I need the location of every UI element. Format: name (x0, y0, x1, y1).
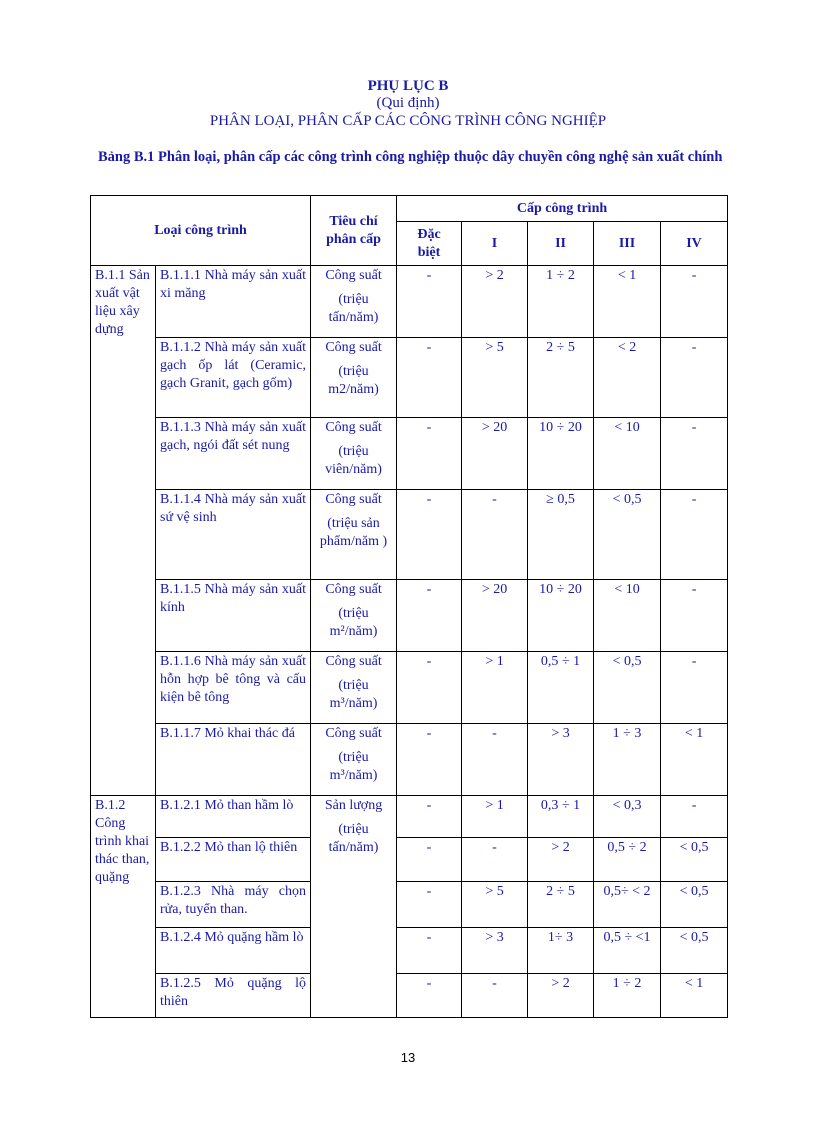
value-cell: 0,5 ÷ <1 (594, 928, 661, 974)
value-cell: > 5 (462, 338, 528, 418)
value-cell: 10 ÷ 20 (528, 580, 594, 652)
table-row (91, 338, 728, 418)
table-row (91, 796, 728, 838)
item-name: B.1.1.1 Nhà máy sản xuất xi măng (156, 266, 311, 338)
value-cell: > 2 (528, 974, 594, 1018)
value-cell: > 2 (528, 838, 594, 882)
value-cell: 1 ÷ 2 (594, 974, 661, 1018)
criteria-cell: Công suất (triệu m³/năm) (311, 724, 397, 796)
criteria-cell: Công suất (triệu tấn/năm) (311, 266, 397, 338)
group-code: B.1.2 Công trình khai thác than, quặng (91, 796, 156, 1018)
value-cell: 1÷ 3 (528, 928, 594, 974)
value-cell: - (462, 974, 528, 1018)
table-row (91, 580, 728, 652)
value-cell: - (397, 338, 462, 418)
table-row (91, 490, 728, 580)
table-row (91, 652, 728, 724)
value-cell: - (661, 338, 728, 418)
item-name: B.1.1.6 Nhà máy sản xuất hỗn hợp bê tông và cấu kiện bê tông (156, 652, 311, 724)
value-cell: < 0,5 (594, 652, 661, 724)
criteria-cell: Sản lượng (triệu tấn/năm) (311, 796, 397, 1018)
item-name: B.1.2.1 Mỏ than hầm lò (156, 796, 311, 838)
value-cell: > 20 (462, 418, 528, 490)
table-row (91, 418, 728, 490)
grade-iii: III (594, 222, 661, 266)
header-type: Loại công trình (91, 196, 311, 266)
item-name: B.1.1.7 Mỏ khai thác đá (156, 724, 311, 796)
table-row (91, 838, 728, 882)
grade-ii: II (528, 222, 594, 266)
group-code: B.1.1 Sản xuất vật liệu xây dựng (91, 266, 156, 796)
item-name: B.1.1.4 Nhà máy sản xuất sứ vệ sinh (156, 490, 311, 580)
table-row (91, 974, 728, 1018)
value-cell: < 0,3 (594, 796, 661, 838)
value-cell: < 1 (661, 724, 728, 796)
item-name: B.1.1.3 Nhà máy sản xuất gạch, ngói đất sét nung (156, 418, 311, 490)
value-cell: - (397, 838, 462, 882)
value-cell: - (661, 418, 728, 490)
value-cell: < 2 (594, 338, 661, 418)
value-cell: - (462, 724, 528, 796)
appendix-title: PHÂN LOẠI, PHÂN CẤP CÁC CÔNG TRÌNH CÔNG NGHIỆP (209, 113, 607, 129)
criteria-cell: Công suất (triệu m2/năm) (311, 338, 397, 418)
value-cell: < 10 (594, 418, 661, 490)
appendix-heading: PHỤ LỤC B (367, 78, 449, 94)
criteria-cell: Công suất (triệu m²/năm) (311, 580, 397, 652)
appendix-note: (Qui định) (376, 95, 440, 111)
value-cell: < 0,5 (661, 882, 728, 928)
grade-special: Đặc biệt (397, 222, 462, 266)
item-name: B.1.2.5 Mỏ quặng lộ thiên (156, 974, 311, 1018)
value-cell: > 3 (528, 724, 594, 796)
value-cell: < 0,5 (661, 838, 728, 882)
value-cell: < 0,5 (594, 490, 661, 580)
table-row (91, 266, 728, 338)
table-row (91, 882, 728, 928)
table-row (91, 928, 728, 974)
value-cell: - (661, 580, 728, 652)
value-cell: - (397, 724, 462, 796)
item-name: B.1.2.4 Mỏ quặng hầm lò (156, 928, 311, 974)
value-cell: - (397, 580, 462, 652)
value-cell: - (397, 928, 462, 974)
value-cell: 2 ÷ 5 (528, 882, 594, 928)
value-cell: - (397, 418, 462, 490)
table-row (91, 724, 728, 796)
value-cell: - (661, 796, 728, 838)
value-cell: ≥ 0,5 (528, 490, 594, 580)
value-cell: - (397, 652, 462, 724)
value-cell: 0,3 ÷ 1 (528, 796, 594, 838)
value-cell: 10 ÷ 20 (528, 418, 594, 490)
value-cell: > 2 (462, 266, 528, 338)
classification-table (90, 195, 728, 1018)
value-cell: 0,5 ÷ 1 (528, 652, 594, 724)
value-cell: 0,5÷ < 2 (594, 882, 661, 928)
value-cell: 2 ÷ 5 (528, 338, 594, 418)
value-cell: > 20 (462, 580, 528, 652)
value-cell: - (661, 490, 728, 580)
value-cell: < 10 (594, 580, 661, 652)
item-name: B.1.1.5 Nhà máy sản xuất kính (156, 580, 311, 652)
grade-i: I (462, 222, 528, 266)
criteria-cell: Công suất (triệu sản phẩm/năm ) (311, 490, 397, 580)
value-cell: 0,5 ÷ 2 (594, 838, 661, 882)
item-name: B.1.1.2 Nhà máy sản xuất gạch ốp lát (Ceramic, gạch Granit, gạch gốm) (156, 338, 311, 418)
value-cell: 1 ÷ 2 (528, 266, 594, 338)
value-cell: - (462, 490, 528, 580)
value-cell: < 0,5 (661, 928, 728, 974)
header-criteria: Tiêu chí phân cấp (311, 196, 397, 266)
value-cell: - (661, 266, 728, 338)
value-cell: < 1 (661, 974, 728, 1018)
value-cell: - (397, 490, 462, 580)
value-cell: - (397, 266, 462, 338)
value-cell: - (462, 838, 528, 882)
value-cell: < 1 (594, 266, 661, 338)
grade-iv: IV (661, 222, 728, 266)
item-name: B.1.2.3 Nhà máy chọn rửa, tuyển than. (156, 882, 311, 928)
item-name: B.1.2.2 Mỏ than lộ thiên (156, 838, 311, 882)
criteria-cell: Công suất (triệu m³/năm) (311, 652, 397, 724)
value-cell: - (397, 882, 462, 928)
table-caption: Bảng B.1 Phân loại, phân cấp các công trình công nghiệp thuộc dây chuyền công nghệ sản xuất chính (98, 149, 723, 165)
value-cell: > 5 (462, 882, 528, 928)
value-cell: > 1 (462, 796, 528, 838)
value-cell: - (397, 796, 462, 838)
value-cell: 1 ÷ 3 (594, 724, 661, 796)
value-cell: > 3 (462, 928, 528, 974)
value-cell: - (661, 652, 728, 724)
page-number: 13 (400, 1050, 416, 1065)
header-grade: Cấp công trình (397, 196, 728, 222)
value-cell: - (397, 974, 462, 1018)
criteria-cell: Công suất (triệu viên/năm) (311, 418, 397, 490)
value-cell: > 1 (462, 652, 528, 724)
